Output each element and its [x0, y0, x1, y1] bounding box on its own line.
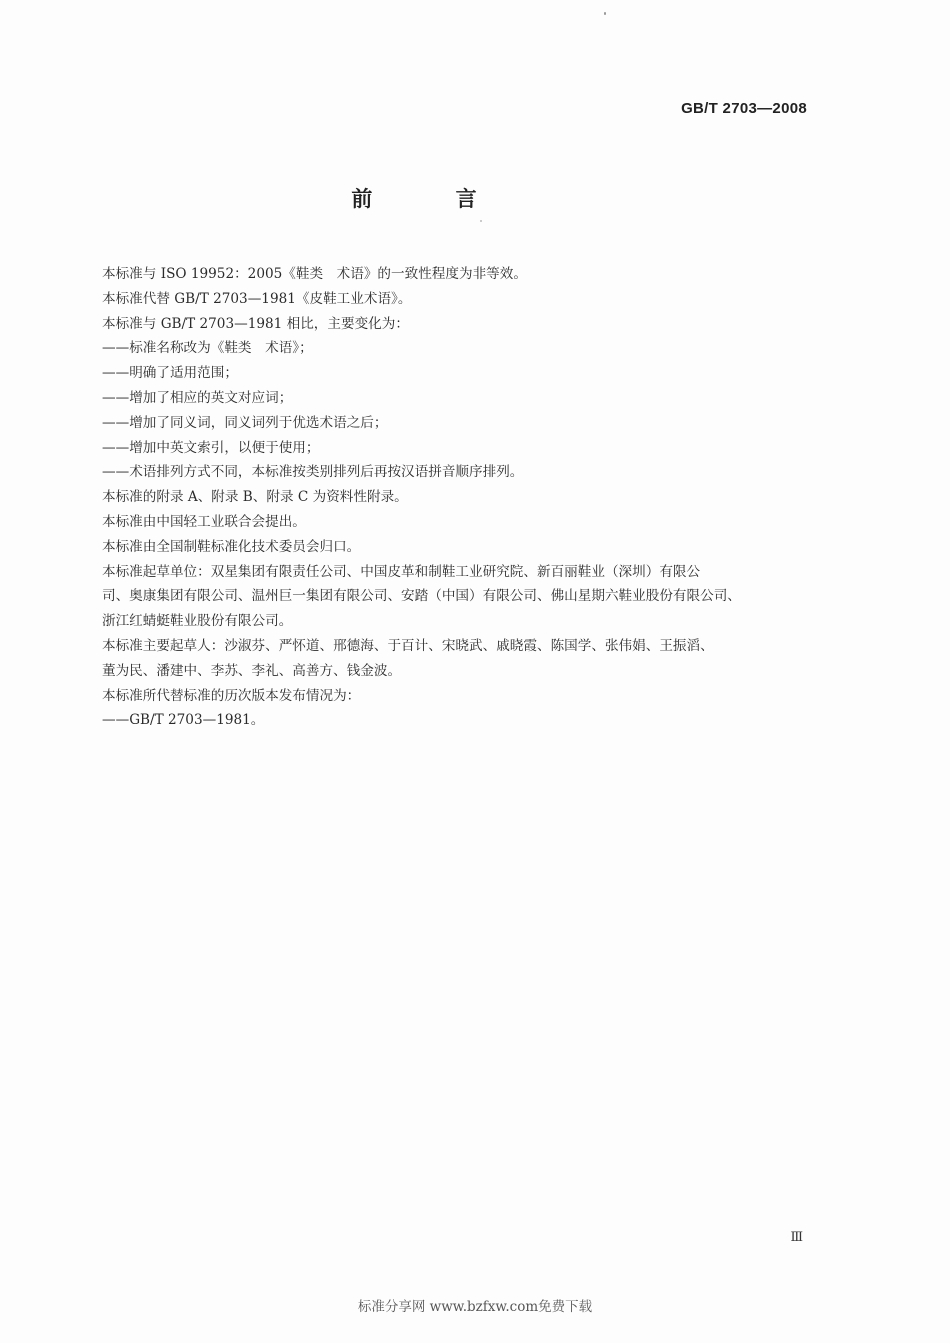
scan-speck [604, 12, 606, 15]
page-number: Ⅲ [790, 1230, 803, 1245]
change-item: ——增加中英文索引，以便于使用； [102, 439, 320, 456]
history-item: ——GB/T 2703—1981。 [102, 712, 265, 729]
change-item: ——标准名称改为《鞋类 术语》； [102, 340, 313, 357]
paragraph-history: 本标准所代替标准的历次版本发布情况为： [102, 687, 361, 704]
paragraph-drafters-cont: 董为民、潘建中、李苏、李礼、高善方、钱金波。 [102, 662, 402, 679]
paragraph-drafting-units-cont: 浙江红蜻蜓鞋业股份有限公司。 [102, 613, 293, 630]
paragraph-drafting-units: 本标准起草单位：双星集团有限责任公司、中国皮革和制鞋工业研究院、新百丽鞋业（深圳）有限公 [102, 563, 701, 580]
scan-speck [480, 220, 482, 222]
paragraph-annexes: 本标准的附录 A、附录 B、附录 C 为资料性附录。 [102, 489, 408, 506]
paragraph-equivalence: 本标准与 ISO 19952：2005《鞋类 术语》的一致性程度为非等效。 [102, 266, 527, 282]
paragraph-proposed-by: 本标准由中国轻工业联合会提出。 [102, 513, 306, 530]
paragraph-replaces: 本标准代替 GB/T 2703—1981《皮鞋工业术语》。 [102, 290, 412, 307]
footer-watermark: 标准分享网 www.bzfxw.com免费下载 [357, 1299, 593, 1315]
change-item: ——增加了相应的英文对应词； [102, 389, 293, 406]
change-item: ——明确了适用范围； [102, 365, 238, 382]
foreword-body [102, 262, 814, 733]
paragraph-drafting-units-cont: 司、奥康集团有限公司、温州巨一集团有限公司、安踏（中国）有限公司、佛山星期六鞋业股份有限公司、 [102, 588, 741, 605]
change-item: ——术语排列方式不同，本标准按类别排列后再按汉语拼音顺序排列。 [102, 464, 524, 481]
standard-number: GB/T 2703—2008 [681, 100, 807, 117]
page-title: 前 言 [351, 187, 515, 211]
paragraph-responsible: 本标准由全国制鞋标准化技术委员会归口。 [102, 538, 361, 555]
paragraph-drafters: 本标准主要起草人：沙淑芬、严怀道、邢德海、于百计、宋晓武、戚晓霞、陈国学、张伟娟、王振滔、 [102, 637, 714, 654]
change-item: ——增加了同义词，同义词列于优选术语之后； [102, 414, 388, 431]
paragraph-changes-intro: 本标准与 GB/T 2703—1981 相比，主要变化为： [102, 315, 409, 332]
